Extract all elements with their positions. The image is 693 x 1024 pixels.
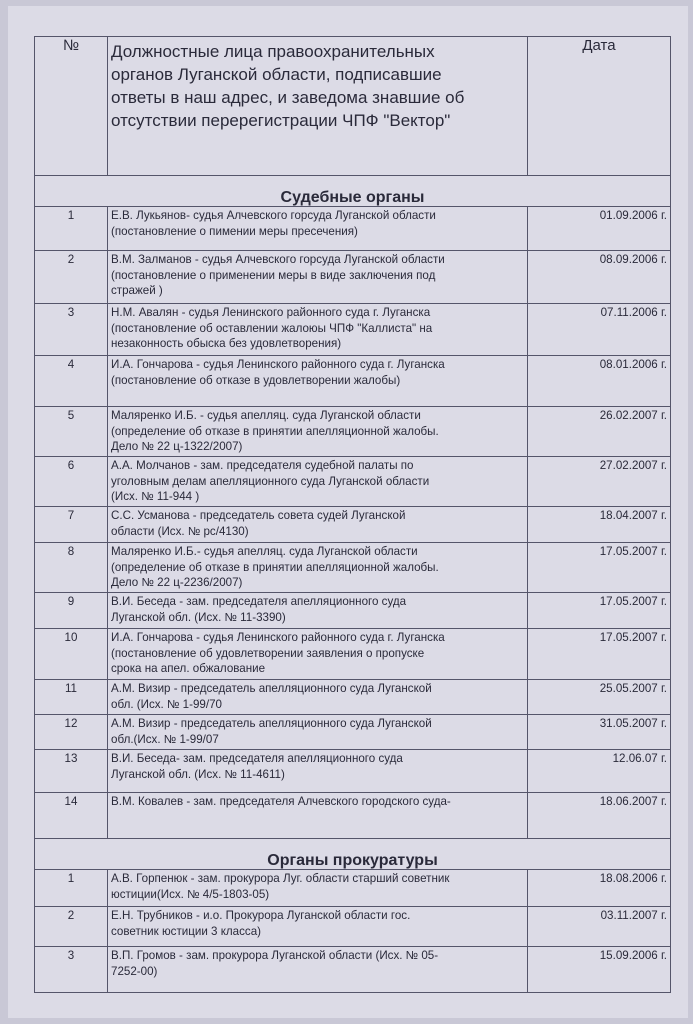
description-line: Маляренко И.Б. - судья апелляц. суда Луганской области xyxy=(111,409,421,422)
description-line: обл.(Исх. № 1-99/07 xyxy=(111,732,219,746)
row-description xyxy=(108,907,528,947)
row-description xyxy=(108,457,528,507)
description-line: И.А. Гончарова - судья Ленинского районного суда г. Луганска xyxy=(111,631,445,644)
table-row xyxy=(35,407,671,457)
table-row xyxy=(35,593,671,629)
description-line: Луганской обл. (Исх. № 11-4611) xyxy=(111,767,285,781)
row-date: 18.08.2006 г. xyxy=(528,870,671,907)
section-title: Органы прокуратуры xyxy=(35,839,671,870)
header-num: № xyxy=(35,37,108,176)
row-date: 27.02.2007 г. xyxy=(528,457,671,507)
description-line: (постановление об отказе в удовлетворении жалобы) xyxy=(111,373,401,387)
table-row xyxy=(35,680,671,715)
row-number: 1 xyxy=(35,207,108,251)
row-date: 08.01.2006 г. xyxy=(528,356,671,407)
row-number: 11 xyxy=(35,680,108,715)
description-line: (Исх. № 11-944 ) xyxy=(111,490,200,503)
row-date: 07.11.2006 г. xyxy=(528,304,671,356)
row-description xyxy=(108,870,528,907)
row-date: 31.05.2007 г. xyxy=(528,715,671,750)
description-line: А.М. Визир - председатель апелляционного суда Луганской xyxy=(111,682,432,695)
row-number: 3 xyxy=(35,304,108,356)
row-date: 26.02.2007 г. xyxy=(528,407,671,457)
header-title-line: Должностные лица правоохранительных xyxy=(111,42,435,61)
description-line: А.М. Визир - председатель апелляционного суда Луганской xyxy=(111,717,432,730)
description-line: Маляренко И.Б.- судья апелляц. суда Луганской области xyxy=(111,545,418,558)
description-line: обл. (Исх. № 1-99/70 xyxy=(111,697,222,711)
row-date: 18.06.2007 г. xyxy=(528,793,671,839)
description-line: уголовным делам апелляционного суда Луганской области xyxy=(111,474,430,488)
description-line: В.И. Беседа- зам. председателя апелляционного суда xyxy=(111,752,403,765)
row-number: 3 xyxy=(35,947,108,993)
row-date: 17.05.2007 г. xyxy=(528,629,671,680)
section-header-row xyxy=(35,839,671,870)
header-title-line: органов Луганской области, подписавшие xyxy=(111,65,442,84)
table-row xyxy=(35,251,671,304)
row-description xyxy=(108,207,528,251)
table-row xyxy=(35,715,671,750)
row-date: 25.05.2007 г. xyxy=(528,680,671,715)
row-number: 14 xyxy=(35,793,108,839)
row-number: 7 xyxy=(35,507,108,543)
description-line: А.В. Горпенюк - зам. прокурора Луг. области старший советник xyxy=(111,872,450,885)
table-row xyxy=(35,457,671,507)
description-line: Луганской обл. (Исх. № 11-3390) xyxy=(111,610,286,624)
section-title: Судебные органы xyxy=(35,176,671,207)
description-line: Е.В. Лукьянов- судья Алчевского горсуда Луганской области xyxy=(111,209,436,222)
description-line: А.А. Молчанов - зам. председателя судебной палаты по xyxy=(111,459,414,472)
description-line: Н.М. Авалян - судья Ленинского районного суда г. Луганска xyxy=(111,306,431,319)
description-line: (постановление о пимении меры пресечения) xyxy=(111,224,358,238)
header-title xyxy=(108,37,528,176)
description-line: С.С. Усманова - председатель совета судей Луганской xyxy=(111,509,406,522)
row-description xyxy=(108,251,528,304)
description-line: области (Исх. № рс/4130) xyxy=(111,524,249,538)
header-date: Дата xyxy=(528,37,671,176)
description-line: Дело № 22 ц-1322/2007) xyxy=(111,440,243,453)
table-row xyxy=(35,207,671,251)
description-line: (постановление о применении меры в виде заключения под xyxy=(111,268,436,282)
description-line: Е.Н. Трубников - и.о. Прокурора Луганской области гос. xyxy=(111,909,411,922)
row-description xyxy=(108,793,528,839)
row-number: 4 xyxy=(35,356,108,407)
table-row xyxy=(35,750,671,793)
row-description xyxy=(108,356,528,407)
section-header-row xyxy=(35,176,671,207)
row-number: 2 xyxy=(35,907,108,947)
row-date: 17.05.2007 г. xyxy=(528,593,671,629)
row-date: 17.05.2007 г. xyxy=(528,543,671,593)
header-title-line: отсутствии перерегистрации ЧПФ "Вектор" xyxy=(111,111,451,130)
description-line: (постановление об оставлении жалоюы ЧПФ "Каллиста" на xyxy=(111,321,433,335)
description-line: В.П. Громов - зам. прокурора Луганской области (Исх. № 05- xyxy=(111,949,439,962)
table-row xyxy=(35,356,671,407)
table-row xyxy=(35,304,671,356)
row-number: 12 xyxy=(35,715,108,750)
row-number: 13 xyxy=(35,750,108,793)
row-number: 8 xyxy=(35,543,108,593)
row-description xyxy=(108,680,528,715)
row-description xyxy=(108,750,528,793)
description-line: 7252-00) xyxy=(111,964,158,978)
header-row xyxy=(35,37,671,176)
table-row xyxy=(35,870,671,907)
description-line: (определение об отказе в принятии апелляционной жалобы. xyxy=(111,424,439,438)
officials-table xyxy=(34,36,671,993)
row-date: 15.09.2006 г. xyxy=(528,947,671,993)
description-line: В.М. Ковалев - зам. председателя Алчевского городского суда- xyxy=(111,795,451,808)
header-title-line: ответы в наш адрес, и заведома знавшие об xyxy=(111,88,465,107)
row-number: 6 xyxy=(35,457,108,507)
row-number: 10 xyxy=(35,629,108,680)
table-row xyxy=(35,947,671,993)
row-description xyxy=(108,543,528,593)
table-row xyxy=(35,793,671,839)
description-line: (постановление об удовлетворении заявления о пропуске xyxy=(111,646,425,660)
row-date: 01.09.2006 г. xyxy=(528,207,671,251)
description-line: В.М. Залманов - судья Алчевского горсуда Луганской области xyxy=(111,253,445,266)
description-line: И.А. Гончарова - судья Ленинского районного суда г. Луганска xyxy=(111,358,445,371)
description-line: советник юстиции 3 класса) xyxy=(111,924,262,938)
row-description xyxy=(108,507,528,543)
row-date: 12.06.07 г. xyxy=(528,750,671,793)
row-number: 1 xyxy=(35,870,108,907)
description-line: стражей ) xyxy=(111,284,163,297)
table-row xyxy=(35,907,671,947)
row-number: 5 xyxy=(35,407,108,457)
row-number: 9 xyxy=(35,593,108,629)
row-description xyxy=(108,593,528,629)
row-date: 18.04.2007 г. xyxy=(528,507,671,543)
row-description xyxy=(108,407,528,457)
row-description xyxy=(108,304,528,356)
description-line: (определение об отказе в принятии апелляционной жалобы. xyxy=(111,560,439,574)
row-date: 03.11.2007 г. xyxy=(528,907,671,947)
table-row xyxy=(35,629,671,680)
description-line: юстиции(Исх. № 4/5-1803-05) xyxy=(111,887,270,901)
description-line: срока на апел. обжалование xyxy=(111,662,266,675)
description-line: В.И. Беседа - зам. председателя апелляционного суда xyxy=(111,595,407,608)
row-description xyxy=(108,629,528,680)
description-line: Дело № 22 ц-2236/2007) xyxy=(111,576,243,589)
description-line: незаконность обыска без удовлетворения) xyxy=(111,337,342,350)
row-description xyxy=(108,715,528,750)
row-number: 2 xyxy=(35,251,108,304)
table-row xyxy=(35,507,671,543)
row-description xyxy=(108,947,528,993)
row-date: 08.09.2006 г. xyxy=(528,251,671,304)
table-row xyxy=(35,543,671,593)
